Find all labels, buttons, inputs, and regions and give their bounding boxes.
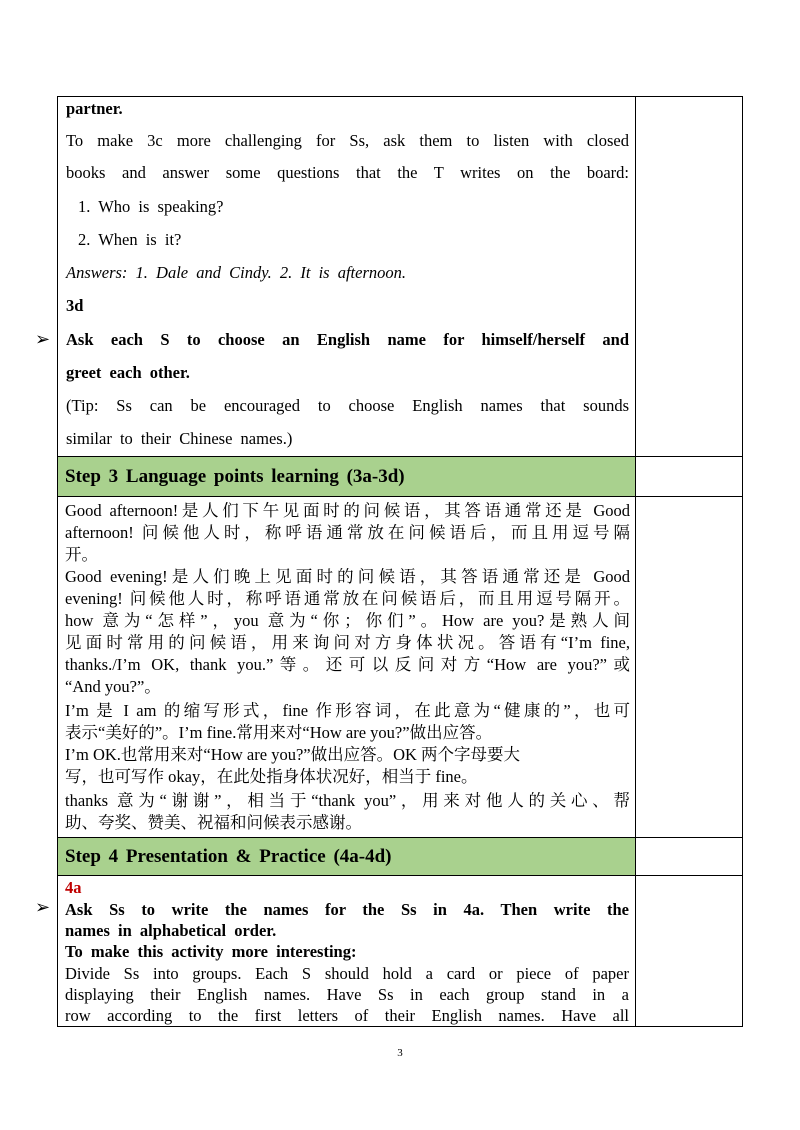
text-line: thanks 意为“谢谢”，相当于“thank you”，用来对他人的关心、帮 (65, 791, 630, 810)
notes-cell (636, 97, 742, 456)
page-number: 3 (397, 1047, 403, 1059)
text-line: books and answer some questions that the T writes on the board: (66, 163, 629, 182)
table-row (58, 497, 742, 838)
notes-cell (636, 497, 742, 837)
activity-label: 3d (66, 296, 84, 315)
text-line: I’m 是 I am 的缩写形式，fine 作形容词，在此意为“健康的”，也可 (65, 701, 630, 720)
table-row (58, 457, 742, 497)
content-cell (58, 97, 636, 456)
step-header-cell (58, 457, 636, 496)
text-line: Ask Ss to write the names for the Ss in 4a. Then write the (65, 900, 629, 919)
text-line: greet each other. (66, 363, 190, 382)
step-title: Step 4 Presentation & Practice (4a-4d) (65, 845, 392, 867)
text-line: partner. (66, 99, 123, 118)
step-title: Step 3 Language points learning (3a-3d) (65, 465, 405, 487)
text-line: evening! 问候他人时，称呼语通常放在问候语后，而且用逗号隔开。 (65, 589, 630, 608)
text-line: To make 3c more challenging for Ss, ask them to listen with closed (66, 131, 629, 150)
table-row (58, 838, 742, 876)
text-line: how 意为“怎样”，you 意为“你；你们”。How are you?是熟人间 (65, 611, 630, 630)
notes-cell (636, 457, 742, 496)
bullet-arrow-icon: ➢ (35, 329, 51, 350)
text-line: 表示“美好的”。I’m fine.常用来对“How are you?”做出应答。 (65, 723, 493, 742)
answers-line: Answers: 1. Dale and Cindy. 2. It is afternoon. (66, 263, 406, 282)
text-line: Ask each S to choose an English name for himself/herself and (66, 330, 629, 349)
notes-cell (636, 838, 742, 875)
text-line: displaying their English names. Have Ss in each group stand in a (65, 985, 629, 1004)
text-line: Divide Ss into groups. Each S should hold a card or piece of paper (65, 964, 629, 983)
text-line: To make this activity more interesting: (65, 942, 357, 961)
question-item: 1. Who is speaking? (78, 197, 224, 216)
table-row (58, 876, 742, 1026)
text-line: row according to the first letters of their English names. Have all (65, 1006, 629, 1025)
text-line: 写，也可写作 okay，在此处指身体状况好，相当于 fine。 (65, 767, 478, 786)
question-item: 2. When is it? (78, 230, 182, 249)
lesson-table (57, 96, 743, 1027)
text-line: I’m OK.也常用来对“How are you?”做出应答。OK 两个字母要大 (65, 745, 521, 764)
content-cell (58, 876, 636, 1026)
text-line: “And you?”。 (65, 677, 161, 696)
text-line: names in alphabetical order. (65, 921, 277, 940)
activity-label: 4a (65, 878, 82, 897)
text-line: thanks./I’m OK, thank you.”等。还可以反问对方“How are you?”或 (65, 655, 630, 674)
text-line: 助、夸奖、赞美、祝福和问候表示感谢。 (65, 813, 362, 832)
text-line: 开。 (65, 545, 98, 564)
text-line: Good afternoon!是人们下午见面时的问候语，其答语通常还是 Good (65, 501, 630, 520)
tip-line: (Tip: Ss can be encouraged to choose English names that sounds (66, 396, 629, 415)
tip-line: similar to their Chinese names.) (66, 429, 293, 448)
text-line: afternoon! 问候他人时，称呼语通常放在问候语后，而且用逗号隔 (65, 523, 630, 542)
bullet-arrow-icon: ➢ (35, 897, 51, 918)
text-line: Good evening!是人们晚上见面时的问候语，其答语通常还是 Good (65, 567, 630, 586)
table-row (58, 97, 742, 457)
notes-cell (636, 876, 742, 1026)
text-line: 见面时常用的问候语，用来询问对方身体状况。答语有“I’m fine, (65, 633, 630, 652)
content-cell (58, 497, 636, 837)
step-header-cell (58, 838, 636, 875)
